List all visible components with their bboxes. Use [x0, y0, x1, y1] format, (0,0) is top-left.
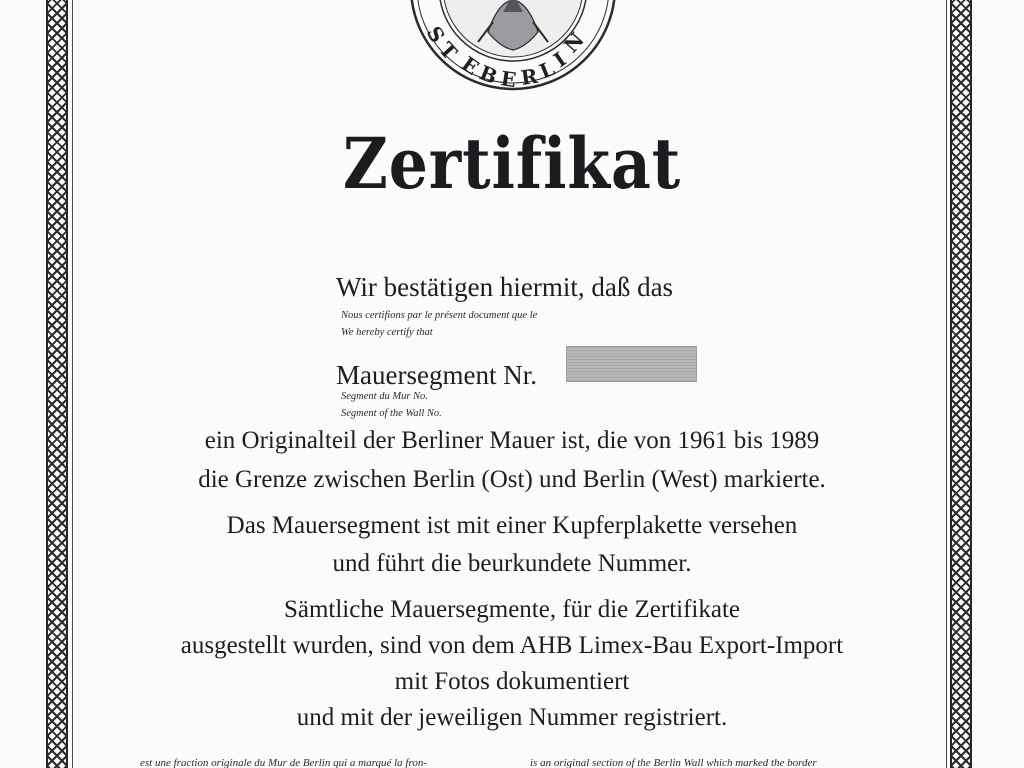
body-line-6: ausgestellt wurden, sind von dem AHB Limex-Bau Export-Import [180, 632, 844, 659]
body-line-7: mit Fotos dokumentiert [394, 668, 630, 695]
intro-french: Nous certifions par le présent document que le [341, 310, 538, 321]
svg-text:L: L [535, 56, 558, 84]
svg-text:N: N [558, 27, 589, 58]
body-line-1: ein Originalteil der Berliner Mauer ist, die von 1961 bis 1989 [204, 427, 820, 454]
footer-french: est une fraction originale du Mur de Berlin qui a marqué la fron- [140, 757, 427, 768]
intro-german: Wir bestätigen hiermit, daß das [336, 272, 674, 302]
svg-text:R: R [519, 63, 540, 90]
segment-label-english: Segment of the Wall No. [341, 408, 442, 419]
certificate-title: Zertifikat [342, 122, 682, 205]
segment-label-german: Mauersegment Nr. [336, 360, 537, 390]
body-line-2: die Grenze zwischen Berlin (Ost) und Berlin (West) markierte. [198, 466, 826, 493]
svg-text:I: I [549, 47, 571, 73]
body-line-3: Das Mauersegment ist mit einer Kupferplakette versehen [226, 512, 798, 539]
intro-english: We hereby certify that [341, 327, 433, 338]
svg-text:S: S [421, 21, 450, 47]
footer-english: is an original section of the Berlin Wall which marked the border [530, 757, 817, 768]
segment-label-french: Segment du Mur No. [341, 391, 428, 402]
body-line-5: Sämtliche Mauersegmente, für die Zertifikate [283, 596, 741, 623]
svg-text:T: T [434, 37, 463, 65]
body-line-4: und führt die beurkundete Nummer. [332, 550, 692, 577]
svg-text:E: E [457, 51, 484, 80]
body-line-8: und mit der jeweiligen Nummer registriert. [296, 704, 728, 731]
svg-text:E: E [499, 66, 518, 92]
svg-text:B: B [476, 60, 501, 89]
redacted-segment-number [566, 346, 697, 382]
berlin-seal [408, 0, 618, 92]
